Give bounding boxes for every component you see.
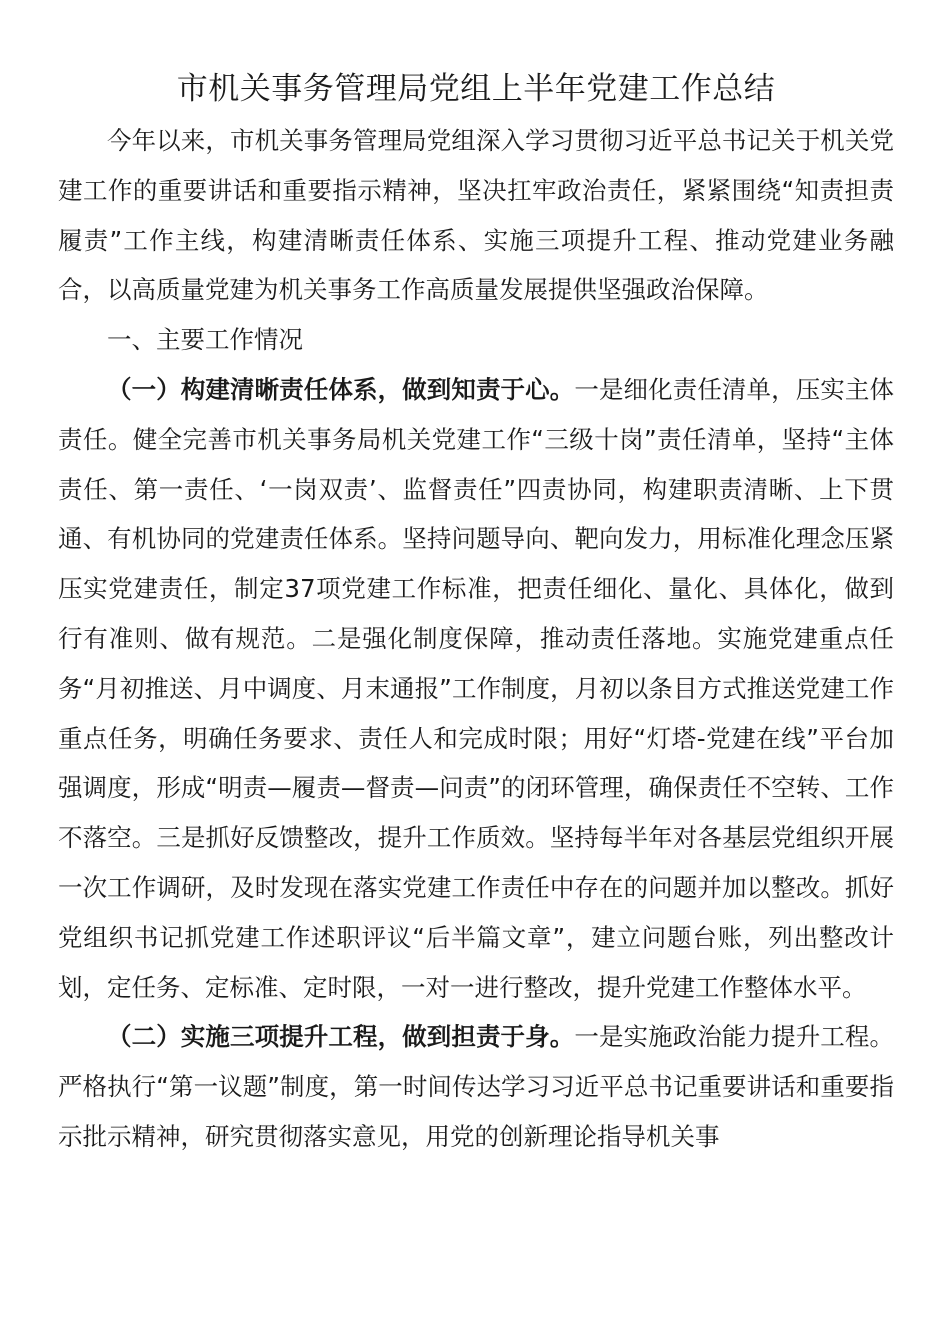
subsection-2-heading: （二）实施三项提升工程，做到担责于身。 [107,1022,575,1052]
subsection-2-paragraph [58,1012,894,1161]
section-heading-main-work: 一、主要工作情况 [107,325,303,355]
subsection-1-paragraph [58,365,894,1012]
intro-paragraph: 今年以来，市机关事务管理局党组深入学习贯彻习近平总书记关于机关党建工作的重要讲话和重要指示精神，坚决扛牢政治责任，紧紧围绕“知责担责履责”工作主线，构建清晰责任体系、实施三项提升工程、推动党建业务融合，以高质量党建为机关事务工作高质量发展提供坚强政治保障。 [58,126,894,305]
subsection-1-body: 一是细化责任清单，压实主体责任。健全完善市机关事务局机关党建工作“三级十岗”责任清单，坚持“主体责任、第一责任、‘一岗双责’、监督责任”四责协同，构建职责清晰、上下贯通、有机协同的党建责任体系。坚持问题导向、靶向发力，用标准化理念压紧压实党建责任，制定37项党建工作标准，把责任细化、量化、具体化，做到行有准则、做有规范。二是强化制度保障，推动责任落地。实施党建重点任务“月初推送、月中调度、月末通报”工作制度，月初以条目方式推送党建工作重点任务，明确任务要求、责任人和完成时限；用好“灯塔-党建在线”平台加强调度，形成“明责—履责—督责—问责”的闭环管理，确保责任不空转、工作不落空。三是抓好反馈整改，提升工作质效。坚持每半年对各基层党组织开展一次工作调研，及时发现在落实党建工作责任中存在的问题并加以整改。抓好党组织书记抓党建工作述职评议“后半篇文章”，建立问题台账，列出整改计划，定任务、定标准、定时限，一对一进行整改，提升党建工作整体水平。 [58,374,895,1002]
document-title: 市机关事务管理局党组上半年党建工作总结 [176,71,776,107]
subsection-1-heading: （一）构建清晰责任体系，做到知责于心。 [107,374,575,404]
subsection-2-body: 一是实施政治能力提升工程。严格执行“第一议题”制度，第一时间传达学习习近平总书记重要讲话和重要指示批示精神，研究贯彻落实意见，用党的创新理论指导机关事 [58,1022,895,1151]
document-page [58,62,894,1162]
